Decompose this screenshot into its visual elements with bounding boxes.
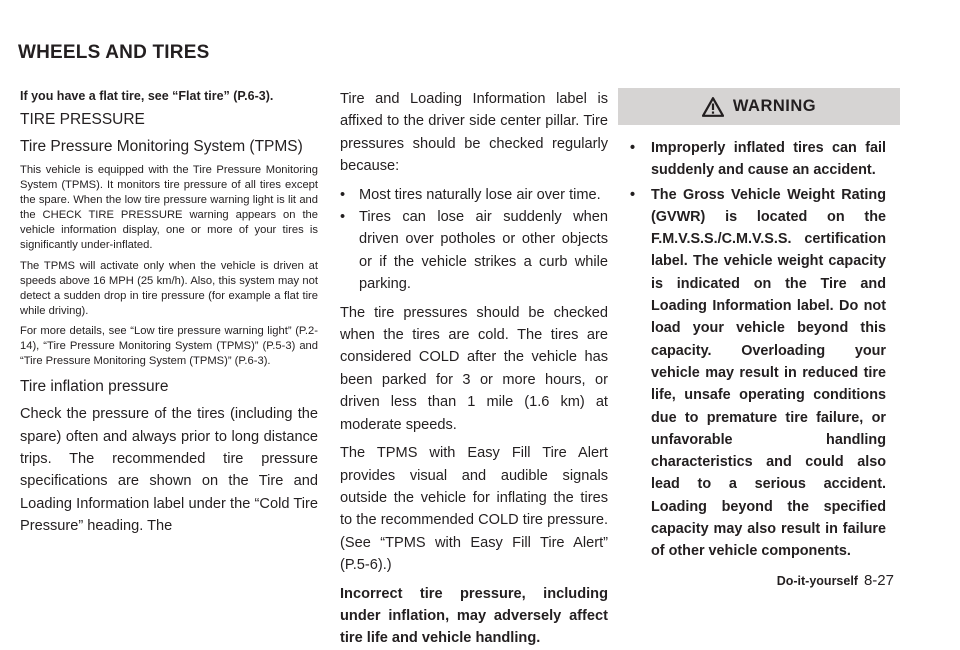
column-1 xyxy=(20,88,318,544)
warning-header xyxy=(618,88,900,125)
warning-title: WARNING xyxy=(732,97,817,115)
list-item-text: Most tires naturally lose air over time. xyxy=(359,186,601,203)
tpms-paragraph-1: This vehicle is equipped with the Tire Pressure Monitoring System (TPMS). It monitors tire pressure of all tires except the spare. When the low tire pressure warning light is lit and the CHECK TIRE PRESSURE warning appears on the vehicle information display, one or more of your tires is significantly under-inflated. xyxy=(20,164,318,252)
incorrect-pressure-paragraph: Incorrect tire pressure, including under inflation, may adversely affect tire life and vehicle handling. xyxy=(340,585,608,647)
bullet-icon: • xyxy=(630,140,636,156)
bullet-icon: • xyxy=(340,209,346,226)
page-footer xyxy=(777,572,894,589)
warning-box xyxy=(618,88,900,558)
cold-tires-paragraph: The tire pressures should be checked when the tires are cold. The tires are considered COLD after the vehicle has been parked for 3 or more hours, or driven less than 1 mile (1.6 km) at moderate speeds. xyxy=(340,304,608,433)
tpms-paragraph-2: The TPMS will activate only when the vehicle is driven at speeds above 16 MPH (25 km/h). Also, this system may not detect a sudden drop in tire pressure (for example a flat tire while driving). xyxy=(20,259,318,317)
list-item xyxy=(340,206,608,296)
inflation-paragraph: Check the pressure of the tires (including the spare) often and always prior to long distance trips. The recommended tire pressure specifications are shown on the Tire and Loading Information label under the “Cold Tire Pressure” heading. The xyxy=(20,406,318,535)
warning-triangle-icon xyxy=(702,97,724,117)
warning-list xyxy=(630,137,886,558)
tpms-heading: Tire Pressure Monitoring System (TPMS) xyxy=(20,138,303,155)
list-item-text: Tires can lose air suddenly when driven over potholes or other objects or if the vehicle strikes a curb while parking. xyxy=(359,209,608,293)
warning-item xyxy=(630,184,886,558)
warning-body xyxy=(618,125,900,558)
warning-item-text: The Gross Vehicle Weight Rating (GVWR) is located on the F.M.V.S.S./C.M.V.S.S. certification label. The vehicle weight capacity is indicated on the Tire and Loading Information label. Do not load your vehicle beyond this capacity. Overloading your vehicle may result in reduced tire life, unsafe operating conditions due to premature tire failure, or unfavorable handling characteristics and could also lead to a serious accident. Loading beyond the specified capacity may also result in failure of other vehicle components. xyxy=(651,186,886,558)
footer-section-name: Do-it-yourself xyxy=(776,574,858,588)
bullet-icon: • xyxy=(630,186,636,203)
bullet-icon: • xyxy=(340,186,346,203)
warning-item xyxy=(630,137,886,182)
column-2 xyxy=(340,88,608,650)
page-number: 8-27 xyxy=(863,572,894,589)
tpms-paragraph-3: For more details, see “Low tire pressure warning light” (P.2-14), “Tire Pressure Monitoring System (TPMS)” (P.5-3) and “Tire Pressure Monitoring System (TPMS)” (P.6-3). xyxy=(20,324,318,368)
list-item xyxy=(340,184,608,206)
pressure-check-reasons-list xyxy=(340,184,608,296)
label-location-paragraph: Tire and Loading Information label is affixed to the driver side center pillar. Tire pressures should be checked regularly because: xyxy=(340,91,608,175)
flat-tire-note: If you have a flat tire, see “Flat tire” (P.6-3). xyxy=(20,89,274,103)
section-title: WHEELS AND TIRES xyxy=(18,42,210,63)
warning-item-text: Improperly inflated tires can fail suddenly and cause an accident. xyxy=(651,140,886,179)
easy-fill-paragraph: The TPMS with Easy Fill Tire Alert provides visual and audible signals outside the vehicle for inflating the tires to the recommended COLD tire pressure. (See “TPMS with Easy Fill Tire Alert” (P.5-6).) xyxy=(340,445,608,574)
inflation-heading: Tire inflation pressure xyxy=(20,378,169,396)
tire-pressure-heading: TIRE PRESSURE xyxy=(20,111,145,128)
